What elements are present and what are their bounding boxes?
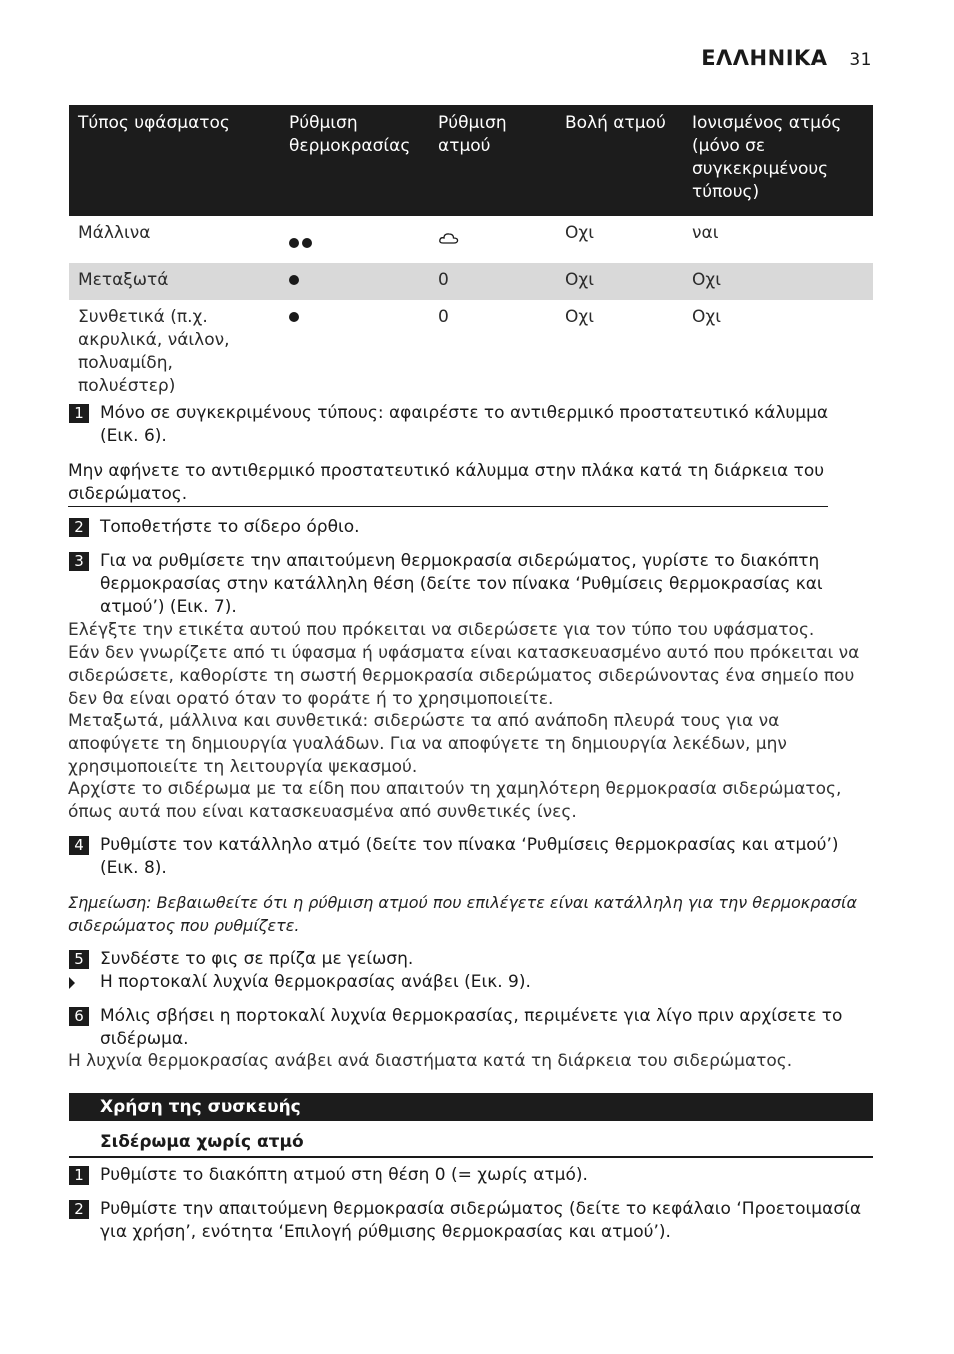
spray-cell: Οχι: [565, 307, 594, 327]
step-number-badge: 4: [69, 836, 89, 855]
step-number-badge: 5: [69, 950, 89, 969]
step-number-badge: 1: [69, 1166, 89, 1185]
step-number-badge: 3: [69, 552, 89, 571]
paragraph: Μεταξωτά, μάλλινα και συνθετικά: σιδερώστε τα από ανάποδη πλευρά τους για να αποφύγετε τη δημιουργία γυαλάδων. Για να αποφύγετε τη δημιουργία λεκέδων, μην χρησιμοποιείτε τη λειτουργία ψεκασμού.: [68, 711, 787, 777]
fabric-cell: Μεταξωτά: [69, 263, 280, 300]
paragraph: Αρχίστε το σιδέρωμα με τα είδη που απαιτούν τη χαμηλότερη θερμοκρασία σιδερώματος, όπως αυτά που είναι κατασκευασμένα από συνθετικές ίνες.: [68, 779, 842, 822]
paragraph: Εάν δεν γνωρίζετε από τι ύφασμα ή υφάσματα είναι κατασκευασμένο αυτό που πρόκειται να σιδερώσετε, καθορίστε τη σωστή θερμοκρασία σιδερώματος σιδερώνοντας ένα σημείο που δεν θα είναι ορατό όταν το φοράτε ή το χρησιμοποιείτε.: [68, 643, 860, 709]
step-text: Τοποθετήστε το σίδερο όρθιο.: [100, 517, 360, 537]
column-header: Ιονισμένος ατμός (μόνο σε συγκεκριμένους τύπους): [683, 105, 873, 216]
page-header: [701, 46, 872, 70]
temperature-dot-icon: [289, 275, 299, 285]
step-number-badge: 1: [69, 404, 89, 423]
step-8: [69, 1198, 869, 1244]
page-number: 31: [849, 50, 872, 70]
step-text: Ρυθμίστε την απαιτούμενη θερμοκρασία σιδερώματος (δείτε το κεφάλαιο ‘Προετοιμασία για χρήση’, ενότητα ‘Επιλογή ρύθμισης θερμοκρασίας και ατμού’).: [100, 1199, 862, 1242]
steam-cell: 0: [429, 263, 556, 300]
language-label: ΕΛΛΗΝΙΚΑ: [701, 46, 828, 70]
column-header: Ρύθμιση θερμοκρασίας: [280, 105, 429, 216]
ionic-cell: Οχι: [692, 307, 721, 327]
arrow-bullet-icon: [69, 977, 75, 989]
bullet-text: Η πορτοκαλί λυχνία θερμοκρασίας ανάβει (Εικ. 9).: [100, 972, 531, 992]
section-heading: [69, 1093, 873, 1121]
column-header: Βολή ατμού: [556, 105, 683, 216]
table-row: [69, 263, 873, 300]
fabric-cell: Συνθετικά (π.χ. ακρυλικά, νάιλον, πολυαμίδη, πολυέστερ): [78, 307, 230, 396]
subsection-title: Σιδέρωμα χωρίς ατμό: [100, 1132, 304, 1152]
step-text: Μόνο σε συγκεκριμένους τύπους: αφαιρέστε το αντιθερμικό προστατευτικό κάλυμμα (Εικ. 6).: [100, 403, 829, 446]
temperature-dot-icon: [302, 238, 312, 248]
temperature-cell: [280, 300, 429, 406]
ionic-cell: ναι: [692, 223, 719, 243]
step-6: [69, 1005, 869, 1051]
step-number-badge: 2: [69, 518, 89, 537]
subsection-heading: [69, 1129, 873, 1158]
temperature-dot-icon: [289, 312, 299, 322]
table-row: [69, 300, 873, 406]
steam-cell: 0: [438, 307, 449, 327]
step-2: [69, 516, 869, 539]
table-header-row: [69, 105, 873, 216]
steam-cloud-icon: [438, 230, 460, 246]
paragraph: Η λυχνία θερμοκρασίας ανάβει ανά διαστήματα κατά τη διάρκεια του σιδερώματος.: [68, 1051, 793, 1071]
spray-cell: Οχι: [556, 263, 683, 300]
step-text: Ρυθμίστε το διακόπτη ατμού στη θέση 0 (= χωρίς ατμό).: [100, 1165, 588, 1185]
step-7: [69, 1164, 869, 1187]
temperature-dot-icon: [289, 238, 299, 248]
step-text: Μόλις σβήσει η πορτοκαλί λυχνία θερμοκρασίας, περιμένετε για λίγο πριν αρχίσετε το σιδέρωμα.: [100, 1006, 843, 1049]
column-header: Ρύθμιση ατμού: [429, 105, 556, 216]
step-text: Ρυθμίστε τον κατάλληλο ατμό (δείτε τον πίνακα ‘Ρυθμίσεις θερμοκρασίας και ατμού’) (Εικ. 8).: [100, 835, 839, 878]
warning-text: Μην αφήνετε το αντιθερμικό προστατευτικό κάλυμμα στην πλάκα κατά τη διάρκεια του σιδερώματος.: [68, 460, 828, 507]
step-number-badge: 6: [69, 1007, 89, 1026]
temperature-cell: [280, 216, 429, 263]
step-4: [69, 834, 869, 880]
steam-cell: [429, 216, 556, 263]
settings-table: [69, 105, 873, 406]
step-text: Για να ρυθμίσετε την απαιτούμενη θερμοκρασία σιδερώματος, γυρίστε το διακόπτη θερμοκρασίας στην κατάλληλη θέση (δείτε τον πίνακα ‘Ρυθμίσεις θερμοκρασίας και ατμού’) (Εικ. 7).: [100, 551, 823, 617]
ionic-cell: Οχι: [683, 263, 873, 300]
step-1: [69, 402, 869, 448]
paragraph: Ελέγξτε την ετικέτα αυτού που πρόκειται να σιδερώσετε για τον τύπο του υφάσματος.: [68, 620, 815, 640]
fabric-cell: Μάλλινα: [78, 223, 151, 243]
step-number-badge: 2: [69, 1200, 89, 1219]
column-header: Τύπος υφάσματος: [69, 105, 280, 216]
note-text: Σημείωση: Βεβαιωθείτε ότι η ρύθμιση ατμού που επιλέγετε είναι κατάλληλη για την θερμοκρασία σιδερώματος που ρυθμίζετε.: [68, 893, 858, 935]
section-title: Χρήση της συσκευής: [100, 1097, 301, 1117]
step-3: [69, 550, 869, 619]
spray-cell: Οχι: [565, 223, 594, 243]
result-bullet: [69, 971, 869, 994]
table-row: [69, 216, 873, 263]
step-5: [69, 948, 869, 971]
step-text: Συνδέστε το φις σε πρίζα με γείωση.: [100, 949, 414, 969]
temperature-cell: [280, 263, 429, 300]
